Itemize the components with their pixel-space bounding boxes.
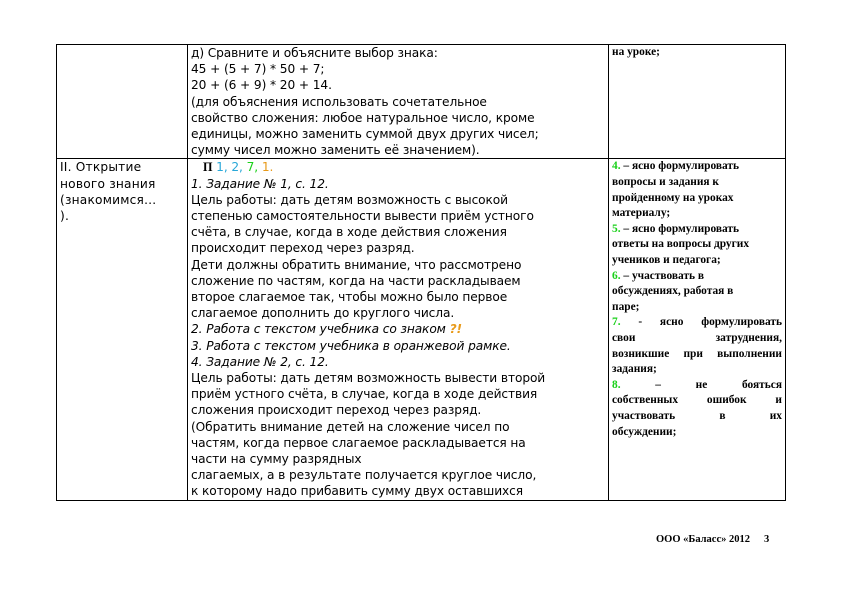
text-line: на уроке; [612,46,660,58]
stage-cell [57,45,188,159]
text-line: Дети должны обратить внимание, что рассмотрено [191,257,522,272]
skill-item [612,222,782,269]
text-line: счёта, в случае, когда в ходе действия сложения [191,225,507,240]
sign-icon: ?! [449,322,462,337]
task-heading: 3. Работа с текстом учебника в оранжевой рамке. [191,338,511,353]
table-row [57,45,786,159]
uud-number: 1. [261,160,274,175]
skills-cell [609,45,786,159]
uud-number: 7, [246,160,259,175]
skill-item [612,378,782,440]
text-line: паре; [612,300,640,313]
task-heading [191,321,605,337]
text-line: (Обратить внимание детей на сложение чисел по [191,419,510,434]
text-line: вопросы и задания к [612,176,719,189]
text-line: собственных ошибок и [612,394,782,407]
text-line: - ясно формулировать [638,316,782,329]
text-line: д) Сравните и объясните выбор знака: [191,46,438,60]
table-row [57,159,786,500]
text-line: возникшие при выполнении [612,347,782,360]
text-line: степенью самостоятельности вывести приём устного [191,209,534,224]
task-heading: 1. Задание № 1, с. 12. [191,176,329,191]
skills-cell [609,159,786,500]
skill-item [612,159,782,221]
uud-number: 1, [216,160,228,175]
text-line: Цель работы: дать детям возможность с высокой [191,192,508,207]
uud-label: П [203,160,213,175]
text-line: – ясно формулировать [623,160,740,173]
text-line: слагаемое дополнить до круглого числа. [191,306,455,321]
text-line: части на сумму разрядных [191,452,362,467]
text-line: обсуждении; [612,425,677,438]
skill-number: 4. [612,160,621,173]
stage-cell [57,159,188,500]
text-line: материалу; [612,207,671,220]
text-line: задания; [612,363,657,376]
skill-number: 5. [612,222,621,235]
footer-company: ООО «Баласс» 2012 [656,534,750,545]
text-line: 45 + (5 + 7) * 50 + 7; [191,62,325,77]
text-line: – не бояться [655,378,782,391]
page-footer [656,534,769,545]
text-line: участвовать в их [612,409,782,422]
text-line: второе слагаемое так, чтобы можно было первое [191,290,508,305]
uud-number: 2, [231,160,243,175]
text-line: единицы, можно заменить суммой двух других чисел; [191,127,539,142]
content-cell [188,159,609,500]
text-line: частям, когда первое слагаемое раскладывается на [191,435,526,450]
stage-title: II. Открытие [60,160,142,175]
text-line: свои затруднения, [612,331,782,344]
text-line: обсуждениях, работая в [612,285,734,298]
skill-number: 7. [612,316,621,329]
text-line: Цель работы: дать детям возможность вывести второй [191,371,546,386]
text-line: 20 + (6 + 9) * 20 + 14. [191,78,332,93]
skill-item [612,269,782,316]
task-heading: 4. Задание № 2, с. 12. [191,354,329,369]
text-line: к которому надо прибавить сумму двух оставшихся [191,484,523,499]
text-line: приём устного счёта, в случае, когда в ходе действия [191,387,538,402]
stage-title: нового знания [60,176,156,191]
text-line: (для объяснения использовать сочетательное [191,94,487,109]
text-line: – участвовать в [623,269,705,282]
text-line: ответы на вопросы других [612,238,750,251]
text-line: сложения происходит переход через разряд. [191,403,482,418]
skill-number: 6. [612,269,621,282]
skill-item [612,315,782,377]
page-number: 3 [764,534,770,545]
text-line: происходит переход через разряд. [191,241,415,256]
stage-title: (знакомимся… [60,192,157,207]
uud-header [191,159,605,175]
text-line: сложение по частям, когда на части раскладываем [191,273,521,288]
task-text: 2. Работа с текстом учебника со знаком [191,322,446,337]
stage-title: ). [60,209,70,224]
text-line: свойство сложения: любое натуральное число, кроме [191,110,535,125]
text-line: слагаемых, а в результате получается круглое число, [191,468,537,483]
text-line: пройденному на уроках [612,191,734,204]
text-line: – ясно формулировать [623,222,740,235]
skill-number: 8. [612,378,621,391]
content-cell [188,45,609,159]
lesson-table [56,44,786,501]
text-line: учеников и педагога; [612,253,721,266]
text-line: сумму чисел можно заменить её значением). [191,143,480,158]
